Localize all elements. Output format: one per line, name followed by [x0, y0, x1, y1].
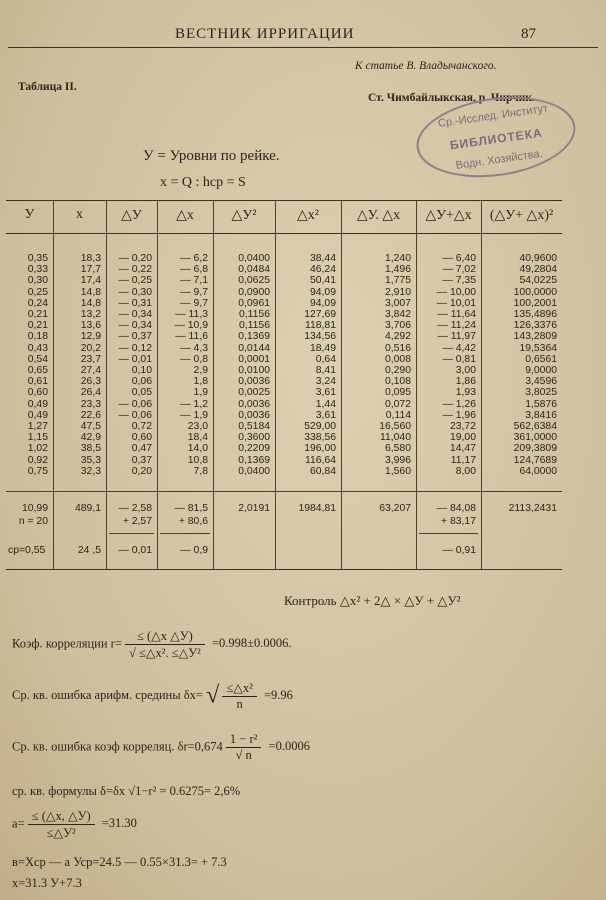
table-cell: 38,44	[309, 253, 336, 264]
sum-dx2: 1984,81	[298, 503, 336, 514]
table-cell: 1,9	[193, 387, 208, 399]
formula-error: ср. кв. формулы δ=δx √1−r² = 0.6275= 2,6%	[12, 784, 241, 798]
table-cell: 27,4	[80, 365, 101, 377]
table-cell: — 6,8	[180, 264, 208, 276]
y-definition: У = Уровни по рейке.	[143, 148, 280, 164]
table-cell: 0,05	[131, 387, 152, 399]
table-cell: 1,496	[384, 264, 411, 276]
column-header-dysum-sq: (△У+ △x)²	[489, 208, 554, 223]
table-cell: — 0,81	[442, 353, 476, 365]
sum-dx-negative: — 81,5	[174, 503, 208, 514]
mean-dysum: — 0,91	[442, 545, 476, 556]
table-cell: 9,0000	[525, 365, 557, 377]
table-cell: 10,8	[187, 454, 208, 466]
a-fraction	[28, 808, 95, 841]
subtotal-rule	[109, 533, 154, 534]
table-cell: — 1,26	[442, 398, 476, 410]
coef-error-label: Ср. кв. ошибка коэф корреляц. δr=0,674	[12, 739, 223, 754]
table-cell: — 7,1	[180, 275, 208, 287]
table-cell: 0,60	[27, 387, 48, 399]
table-cell: — 7,35	[442, 275, 476, 287]
sum-dysum-negative: — 84,08	[436, 503, 476, 514]
table-cell: — 7,02	[442, 264, 476, 276]
mean-y: ср=0,55	[8, 545, 46, 556]
table-cell: 3,706	[384, 320, 411, 332]
column-dydx	[341, 253, 411, 477]
table-cell: 0,43	[27, 342, 48, 354]
table-cell: 0,64	[315, 353, 336, 365]
mean-error-result: =9.96	[263, 687, 293, 702]
table-cell: 1,8	[193, 376, 208, 388]
table-cell: 124,7689	[513, 454, 557, 466]
mean-dy: — 0,01	[118, 545, 152, 556]
table-cell: 0,60	[131, 432, 152, 444]
table-cell: 18,4	[187, 432, 208, 444]
table-cell: 26,3	[80, 376, 101, 388]
correlation-formula	[12, 628, 291, 661]
article-reference: К статье В. Владычанского.	[355, 60, 497, 72]
table-cell: — 0,01	[118, 353, 152, 365]
table-cell: — 0,06	[118, 398, 152, 410]
table-cell: 0,0961	[238, 297, 270, 309]
sum-divider	[6, 491, 562, 492]
a-formula	[12, 808, 137, 841]
table-cell: 1,44	[315, 398, 336, 410]
table-cell: 562,6384	[513, 421, 557, 433]
column-dysum	[416, 253, 476, 477]
table-cell: — 6,2	[180, 253, 208, 264]
sum-dy-positive: + 2,57	[122, 516, 152, 527]
table-cell: 13,2	[80, 309, 101, 321]
table-cell: 100,0000	[513, 286, 557, 298]
coef-error-result: =0.0006	[268, 739, 310, 754]
table-cell: 0,92	[27, 454, 48, 466]
table-cell: 0,0900	[238, 286, 270, 298]
table-cell: 0,095	[384, 387, 411, 399]
stamp-line-3: Водн. Хозяйства.	[454, 147, 544, 172]
table-cell: — 11,97	[437, 331, 476, 343]
table-cell: — 1,9	[180, 409, 208, 421]
table-cell: 1,27	[27, 421, 48, 433]
table-cell: 0,0025	[238, 387, 270, 399]
table-cell: 1,15	[27, 432, 48, 444]
sqrt-sign-icon: √	[206, 682, 220, 709]
table-cell: 0,0144	[238, 342, 270, 354]
table-cell: 17,7	[80, 264, 101, 276]
table-cell: 209,3809	[513, 443, 557, 455]
table-cell: 0,0400	[238, 253, 270, 264]
table-cell: 3,24	[315, 376, 336, 388]
table-cell: — 1,96	[442, 409, 476, 421]
table-cell: 23,3	[80, 398, 101, 410]
header-divider	[6, 233, 562, 234]
coef-error-denominator: √ n	[235, 748, 252, 762]
table-cell: 3,61	[315, 387, 336, 399]
table-cell: 0,108	[384, 376, 411, 388]
table-cell: 0,008	[384, 353, 411, 365]
table-cell: 338,56	[304, 432, 336, 444]
coef-error-numerator: 1 − r²	[226, 732, 261, 748]
table-cell: — 0,34	[118, 320, 152, 332]
table-cell: 40,9600	[519, 253, 557, 264]
table-cell: — 0,30	[118, 286, 152, 298]
table-cell: 18,3	[80, 253, 101, 264]
mean-dx: — 0,9	[180, 545, 208, 556]
table-cell: 13,6	[80, 320, 101, 332]
table-cell: — 6,40	[442, 253, 476, 264]
table-cell: 1,93	[455, 387, 476, 399]
table-cell: 8,00	[455, 465, 476, 477]
table-cell: 0,37	[131, 454, 152, 466]
table-cell: 3,4596	[525, 376, 557, 388]
table-cell: — 0,37	[118, 331, 152, 343]
table-cell: — 11,64	[437, 309, 476, 321]
correlation-denominator-text: ≤△x². ≤△У²	[139, 646, 201, 660]
table-cell: 18,49	[309, 342, 336, 354]
table-cell: 0,65	[27, 365, 48, 377]
sum-dysum-positive: + 83,17	[441, 516, 476, 527]
table-cell: — 10,01	[436, 297, 476, 309]
table-cell: 49,2804	[519, 264, 557, 276]
table-cell: 47,5	[80, 421, 101, 433]
table-cell: — 9,7	[180, 286, 208, 298]
table-cell: 11,040	[379, 432, 411, 444]
table-cell: 3,007	[384, 297, 411, 309]
table-cell: 127,69	[304, 309, 336, 321]
correlation-label: Коэф. корреляции r=	[12, 636, 122, 651]
table-cell: 0,54	[27, 353, 48, 365]
table-cell: — 0,31	[118, 297, 152, 309]
table-cell: — 0,25	[118, 275, 152, 287]
table-cell: 0,10	[131, 365, 152, 377]
subtotal-rule	[160, 533, 210, 534]
table-cell: 14,8	[80, 297, 101, 309]
table-cell: 0,72	[131, 421, 152, 433]
sum-dydx: 63,207	[379, 503, 411, 514]
table-cell: 0,1369	[238, 331, 270, 343]
table-cell: 46,24	[309, 264, 336, 276]
table-cell: 0,114	[385, 409, 411, 421]
table-cell: 0,61	[27, 376, 48, 388]
table-cell: 0,2209	[238, 443, 270, 455]
table-cell: — 10,9	[174, 320, 208, 332]
table-cell: 135,4896	[513, 309, 557, 321]
table-cell: 0,5184	[238, 421, 270, 433]
mean-error-fraction	[222, 680, 256, 712]
correlation-fraction	[125, 628, 205, 661]
coef-error-formula	[12, 732, 310, 763]
table-cell: — 11,3	[175, 309, 208, 321]
table-cell: 3,996	[384, 454, 411, 466]
subtotal-rule	[419, 533, 478, 534]
table-cell: — 0,34	[118, 309, 152, 321]
a-label: a=	[12, 816, 25, 831]
table-cell: 22,6	[80, 409, 101, 421]
table-cell: 0,3600	[238, 432, 270, 444]
table-cell: 20,2	[80, 342, 101, 354]
table-cell: — 4,42	[442, 342, 476, 354]
table-cell: 94,09	[309, 297, 336, 309]
table-cell: 1,86	[455, 376, 476, 388]
sum-dysum-squared: 2113,2431	[508, 503, 557, 514]
table-cell: 116,64	[304, 454, 336, 466]
table-cell: — 0,8	[180, 353, 208, 365]
correlation-numerator: ≤ (△x △У)	[125, 628, 205, 645]
table-cell: 54,0225	[519, 275, 557, 287]
header-rule	[8, 47, 598, 48]
column-dx	[157, 253, 208, 477]
table-cell: — 11,6	[175, 331, 208, 343]
mean-error-label: Ср. кв. ошибка арифм. средины δx=	[12, 687, 203, 702]
sum-x: 489,1	[74, 503, 101, 514]
table-cell: 3,8416	[525, 409, 557, 421]
table-cell: 11,17	[450, 454, 476, 466]
table-cell: 529,00	[304, 421, 336, 433]
table-cell: 16,560	[379, 421, 411, 433]
table-cell: 38,5	[80, 443, 101, 455]
table-cell: 32,3	[80, 465, 101, 477]
coef-error-fraction	[226, 732, 261, 763]
table-cell: 0,49	[27, 398, 48, 410]
mean-error-formula	[12, 680, 293, 712]
table-cell: 0,18	[27, 331, 48, 343]
table-cell: 1,775	[384, 275, 411, 287]
table-cell: 6,580	[384, 443, 411, 455]
table-cell: 0,0036	[238, 398, 270, 410]
table-cell: 7,8	[193, 465, 208, 477]
table-cell: 0,0036	[238, 409, 270, 421]
table-cell: 23,0	[187, 421, 208, 433]
table-cell: — 1,2	[180, 398, 208, 410]
station-name: Ст. Чимбайлыкская, р. Чирчик.	[368, 92, 535, 104]
table-cell: 19,5364	[519, 342, 557, 354]
table-cell: 118,81	[304, 320, 336, 332]
a-result: =31.30	[101, 816, 137, 831]
table-cell: 12,9	[80, 331, 101, 343]
table-cell: 0,0036	[238, 376, 270, 388]
table-cell: 100,2001	[513, 297, 557, 309]
table-cell: 1,240	[384, 253, 411, 264]
table-cell: 0,75	[27, 465, 48, 477]
table-cell: 4,292	[384, 331, 411, 343]
table-cell: 0,21	[27, 320, 48, 332]
table-cell: — 10,00	[436, 286, 476, 298]
table-cell: 0,1156	[238, 320, 270, 332]
mean-x: 24 ,5	[77, 545, 101, 556]
table-cell: 2,910	[384, 286, 411, 298]
sum-dx-positive: + 80,6	[178, 516, 208, 527]
sum-dy2: 2,0191	[238, 503, 270, 514]
column-header-dx2: △x²	[297, 208, 319, 223]
column-header-dy2: △У²	[231, 208, 257, 223]
correlation-denominator: √ ≤△x². ≤△У²	[129, 646, 201, 660]
column-header-dx: △x	[176, 208, 194, 223]
table-cell: 64,0000	[519, 465, 557, 477]
table-cell: 1,560	[384, 465, 411, 477]
coef-error-denominator-text: n	[245, 748, 252, 762]
table-cell: 143,2809	[513, 331, 557, 343]
control-formula: Контроль △x² + 2△ × △У + △У²	[284, 593, 461, 608]
b-formula: в=Xср — a Уср=24.5 — 0.55×31.3= + 7.3	[12, 855, 227, 869]
column-dy2	[213, 253, 270, 477]
table-cell: 23,72	[449, 421, 476, 433]
table-cell: 23,7	[80, 353, 101, 365]
stamp-line-2: БИБЛИОТЕКА	[449, 125, 544, 153]
table-cell: 1,5876	[525, 398, 557, 410]
table-cell: 0,47	[131, 443, 152, 455]
column-dx2	[275, 253, 336, 477]
table-cell: 14,8	[80, 286, 101, 298]
table-cell: 42,9	[80, 432, 101, 444]
table-cell: 3,8025	[525, 387, 557, 399]
table-cell: 3,00	[455, 365, 476, 377]
column-dysum-sq	[481, 253, 557, 477]
sum-y: 10,99	[21, 503, 48, 514]
sum-dy-negative: — 2,58	[118, 503, 152, 514]
table-cell: 0,0100	[238, 365, 270, 377]
table-cell: 0,6561	[525, 353, 557, 365]
table-cell: 0,0400	[238, 465, 270, 477]
table-cell: 0,290	[384, 365, 411, 377]
table-cell: — 0,06	[118, 409, 152, 421]
table-cell: 0,06	[131, 376, 152, 388]
table-cell: 196,00	[304, 443, 336, 455]
table-cell: 1,02	[27, 443, 48, 455]
table-cell: 0,0001	[238, 353, 270, 365]
table-cell: 361,0000	[513, 432, 557, 444]
table-cell: — 9,7	[180, 297, 208, 309]
column-header-x: x	[76, 207, 83, 222]
journal-title: ВЕСТНИК ИРРИГАЦИИ	[175, 26, 355, 42]
table-cell: 0,24	[27, 297, 48, 309]
page-number: 87	[521, 26, 536, 42]
column-header-y: У	[24, 207, 35, 222]
table-cell: 3,842	[384, 309, 411, 321]
table-cell: 0,0484	[238, 264, 270, 276]
column-header-dydx: △У. △x	[356, 208, 401, 223]
mean-error-numerator: ≤△x²	[222, 680, 256, 697]
table-cell: 19,00	[449, 432, 476, 444]
table-cell: 0,35	[27, 253, 48, 264]
table-cell: 2,9	[193, 365, 208, 377]
table-cell: 3,61	[315, 409, 336, 421]
table-cell: — 0,22	[118, 264, 152, 276]
table-cell: 14,0	[187, 443, 208, 455]
column-header-dysum: △У+△x	[425, 208, 472, 223]
table-cell: 14,47	[449, 443, 476, 455]
table-cell: 134,56	[304, 331, 336, 343]
table-cell: 8,41	[315, 365, 336, 377]
table-cell: 0,0625	[238, 275, 270, 287]
table-cell: — 0,20	[118, 253, 152, 264]
table-cell: — 0,12	[118, 342, 152, 354]
column-y	[6, 253, 48, 477]
a-numerator: ≤ (△x, △У)	[28, 808, 95, 825]
table-cell: 60,84	[309, 465, 336, 477]
table-cell: 0,49	[27, 409, 48, 421]
a-denominator: ≤△У²	[46, 826, 76, 840]
table-cell: 0,516	[384, 342, 411, 354]
column-dy	[106, 253, 152, 477]
table-cell: 0,25	[27, 286, 48, 298]
table-cell: — 4,3	[180, 342, 208, 354]
table-cell: 0,1156	[238, 309, 270, 321]
mean-error-denominator: n	[236, 697, 243, 711]
table-cell: 94,09	[309, 286, 336, 298]
x-definition: x = Q : hср = S	[160, 175, 246, 190]
final-equation: x=31.3 У+7.3	[12, 876, 82, 890]
table-number: Таблица II.	[18, 81, 77, 93]
data-table	[6, 200, 562, 570]
table-cell: 0,33	[27, 264, 48, 276]
table-cell: 50,41	[309, 275, 336, 287]
table-cell: 0,30	[27, 275, 48, 287]
table-cell: 0,1369	[238, 454, 270, 466]
sum-n: n = 20	[18, 516, 48, 527]
correlation-result: =0.998±0.0006.	[211, 636, 292, 651]
column-header-dy: △У	[121, 208, 142, 223]
table-cell: — 11,24	[437, 320, 476, 332]
table-cell: 0,072	[384, 398, 411, 410]
table-cell: 35,3	[80, 454, 101, 466]
column-x	[53, 253, 101, 477]
table-cell: 26,4	[80, 387, 101, 399]
table-cell: 0,20	[131, 465, 152, 477]
stamp-line-1: Ср.-Исслед. Институт	[437, 102, 549, 130]
table-cell: 0,21	[27, 309, 48, 321]
table-cell: 126,3376	[513, 320, 557, 332]
table-cell: 17,4	[80, 275, 101, 287]
